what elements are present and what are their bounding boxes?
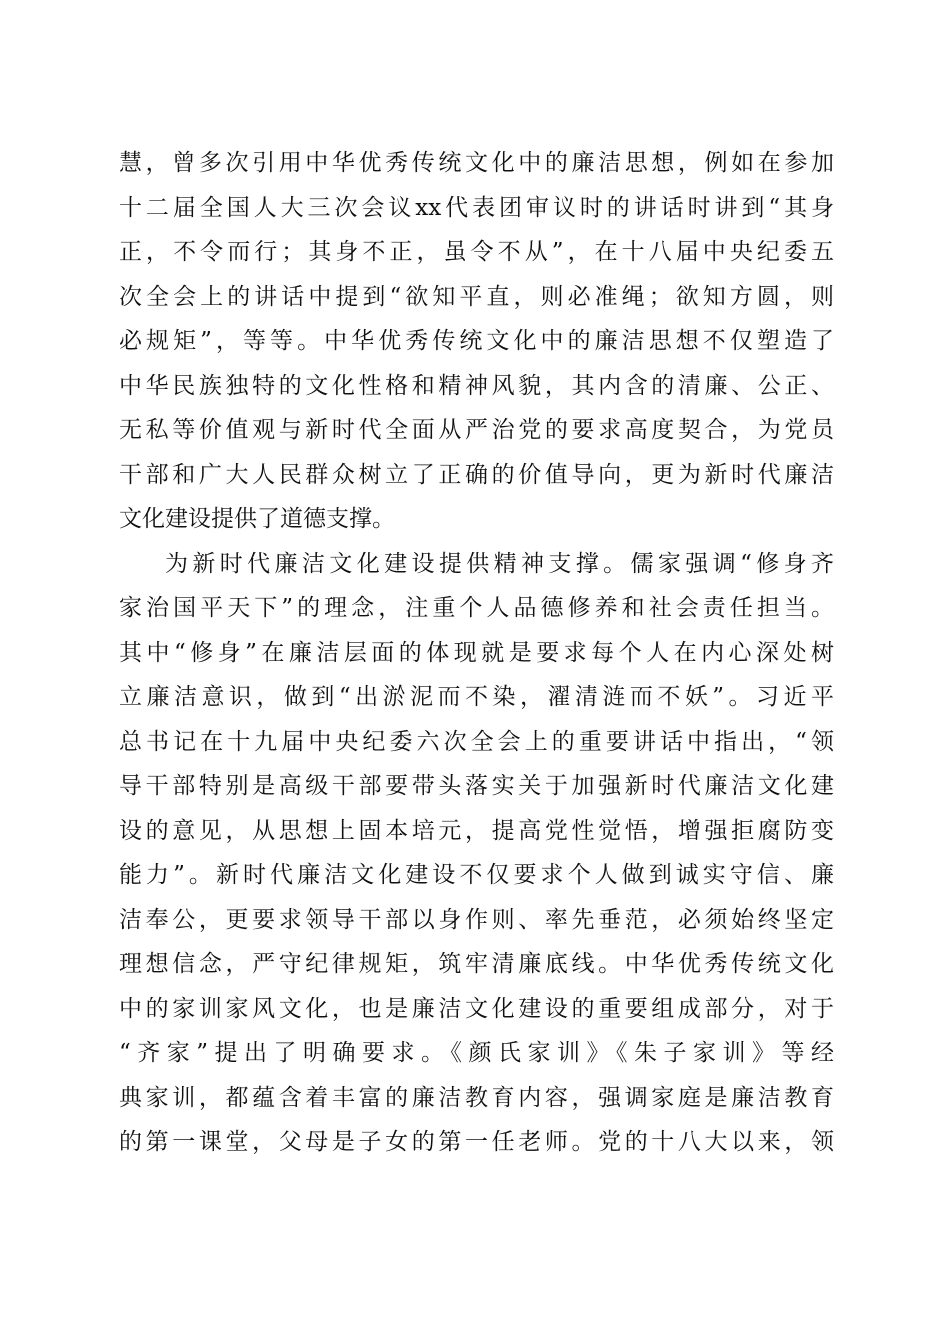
text-line: “齐家”提出了明确要求。《颜氏家训》《朱子家训》等经 xyxy=(119,1040,834,1066)
text-line: 慧，曾多次引用中华优秀传统文化中的廉洁思想，例如在参加 xyxy=(119,150,834,176)
text-line: 洁奉公，更要求领导干部以身作则、率先垂范，必须始终坚定 xyxy=(119,906,834,933)
text-line: 中华民族独特的文化性格和精神风貌，其内含的清廉、公正、 xyxy=(119,372,834,399)
text-line: 设的意见，从思想上固本培元，提高党性觉悟，增强拒腐防变 xyxy=(119,817,834,844)
text-line: 总书记在十九届中央纪委六次全会上的重要讲话中指出，“领 xyxy=(119,728,834,755)
text-line: 必规矩”，等等。中华优秀传统文化中的廉洁思想不仅塑造了 xyxy=(119,328,834,354)
paragraph-spiritual-support xyxy=(119,542,834,1165)
text-line: 其中“修身”在廉洁层面的体现就是要求每个人在内心深处树 xyxy=(119,639,834,666)
text-line: 能力”。新时代廉洁文化建设不仅要求个人做到诚实守信、廉 xyxy=(119,862,834,888)
text-line: 中的家训家风文化，也是廉洁文化建设的重要组成部分，对于 xyxy=(119,995,834,1022)
text-line: 正，不令而行；其身不正，虽令不从”，在十八届中央纪委五 xyxy=(119,239,834,265)
text-line: 典家训，都蕴含着丰富的廉洁教育内容，强调家庭是廉洁教育 xyxy=(119,1084,834,1111)
text-line: 干部和广大人民群众树立了正确的价值导向，更为新时代廉洁 xyxy=(119,461,834,488)
body-text xyxy=(119,141,834,1165)
text-line: 立廉洁意识，做到“出淤泥而不染，濯清涟而不妖”。习近平 xyxy=(119,684,834,710)
text-line: 的第一课堂，父母是子女的第一任老师。党的十八大以来，领 xyxy=(119,1129,834,1155)
text-line: 导干部特别是高级干部要带头落实关于加强新时代廉洁文化建 xyxy=(119,773,834,799)
text-line: 次全会上的讲话中提到“欲知平直，则必准绳；欲知方圆，则 xyxy=(119,283,834,310)
text-line: 理想信念，严守纪律规矩，筑牢清廉底线。中华优秀传统文化 xyxy=(119,951,834,977)
text-line: 十二届全国人大三次会议xx代表团审议时的讲话时讲到“其身 xyxy=(119,194,834,221)
text-line: 无私等价值观与新时代全面从严治党的要求高度契合，为党员 xyxy=(119,417,834,443)
paragraph-continuation xyxy=(119,141,834,542)
text-line: 为新时代廉洁文化建设提供精神支撑。儒家强调“修身齐 xyxy=(165,550,834,577)
text-line: 文化建设提供了道德支撑。 xyxy=(119,506,395,532)
text-line: 家治国平天下”的理念，注重个人品德修养和社会责任担当。 xyxy=(119,595,834,621)
